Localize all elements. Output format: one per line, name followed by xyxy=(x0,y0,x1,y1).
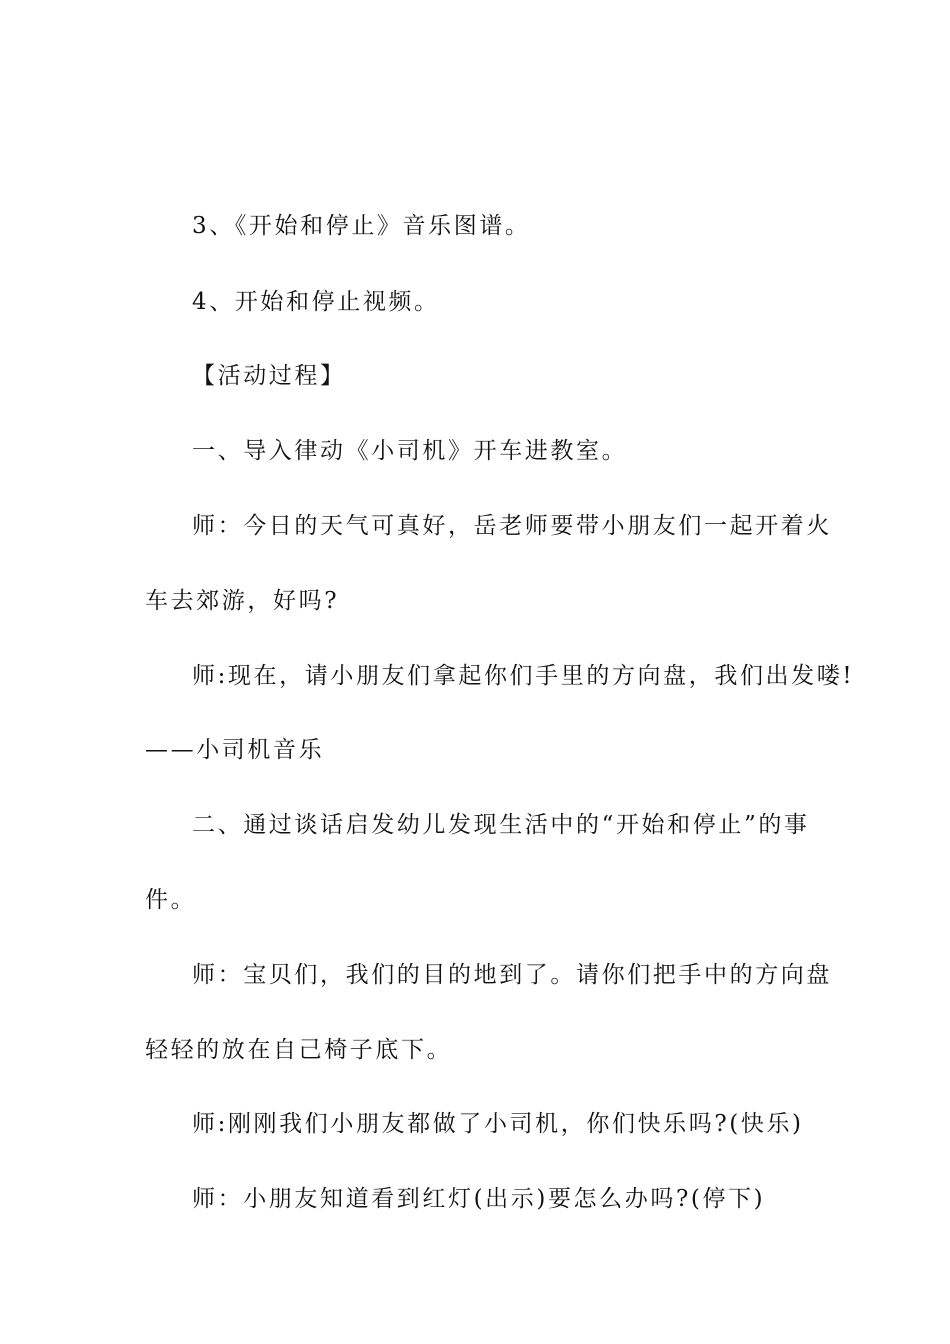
paragraph-line: 车去郊游，好吗? xyxy=(145,588,340,614)
paragraph-line: 师：今日的天气可真好，岳老师要带小朋友们一起开着火 xyxy=(192,513,832,539)
material-item-3: 3、《开始和停止》音乐图谱。 xyxy=(192,213,531,239)
paragraph-line: 师:刚刚我们小朋友都做了小司机，你们快乐吗?(快乐) xyxy=(192,1111,804,1137)
section-heading: 【活动过程】 xyxy=(192,363,346,389)
paragraph-line: 件。 xyxy=(145,887,197,913)
material-item-4: 4、开始和停止视频。 xyxy=(192,289,440,315)
paragraph-line: ——小司机音乐 xyxy=(145,737,325,763)
paragraph-line: 师:现在，请小朋友们拿起你们手里的方向盘，我们出发喽! xyxy=(192,663,855,689)
step-one-heading: 一、导入律动《小司机》开车进教室。 xyxy=(192,438,628,464)
step-two-heading: 二、通过谈话启发幼儿发现生活中的“开始和停止”的事 xyxy=(192,812,810,838)
paragraph-line: 师：宝贝们，我们的目的地到了。请你们把手中的方向盘 xyxy=(192,962,832,988)
paragraph-line: 师：小朋友知道看到红灯(出示)要怎么办吗?(停下) xyxy=(192,1186,766,1212)
paragraph-line: 轻轻的放在自己椅子底下。 xyxy=(145,1037,453,1063)
